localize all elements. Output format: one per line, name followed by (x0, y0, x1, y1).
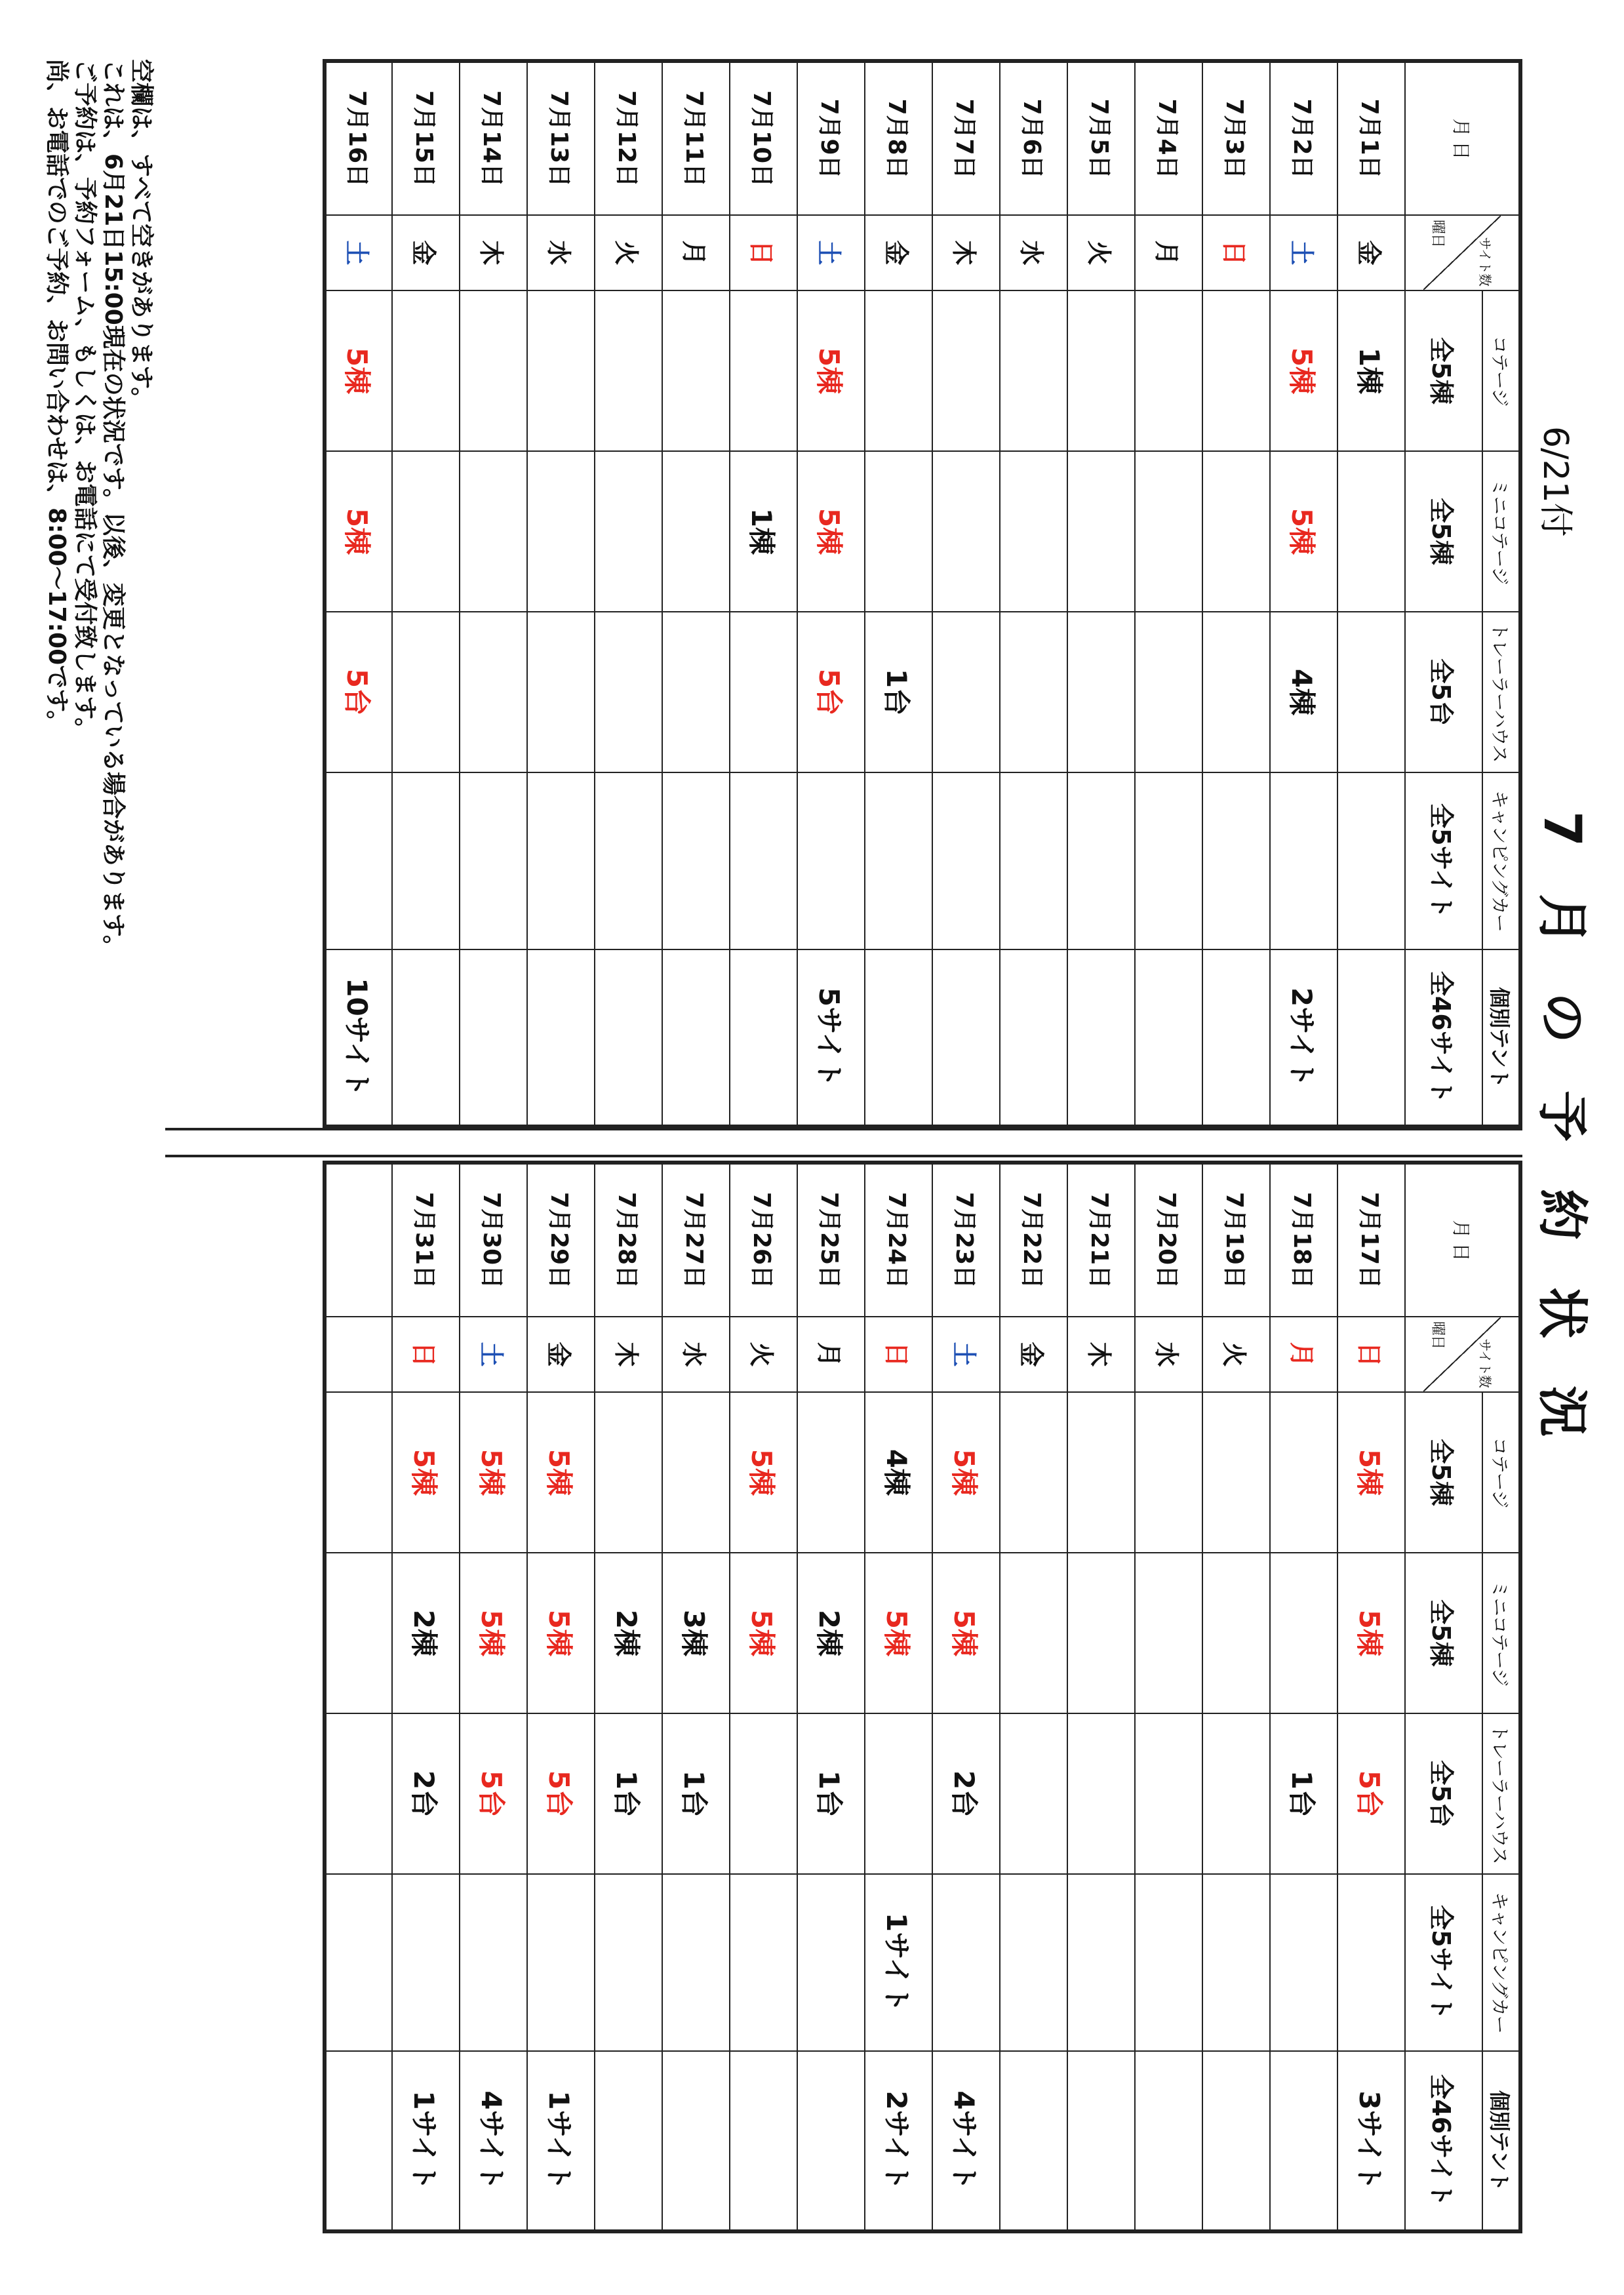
weekday-cell: 火 (595, 215, 662, 290)
weekday-cell: 金 (527, 1317, 595, 1392)
date-cell: 7月15日 (392, 61, 460, 215)
availability-cell-trailer-house: 1台 (797, 1713, 865, 1874)
column-name-mini-cottage: ミニコテージ (1482, 451, 1520, 612)
table-row (730, 61, 797, 1127)
availability-cell-mini-cottage (527, 451, 595, 612)
availability-cell-trailer-house (730, 1713, 797, 1874)
availability-cell-trailer-house (1067, 612, 1135, 772)
weekday-cell: 土 (1270, 215, 1337, 290)
availability-cell-cottage: 5棟 (1270, 290, 1337, 451)
table-row (1135, 61, 1202, 1127)
date-note: 6/21付 (1535, 426, 1575, 537)
availability-cell-tent (730, 949, 797, 1127)
table-row (325, 1163, 392, 2231)
table-row (1067, 1163, 1135, 2231)
availability-cell-camping-car (865, 772, 932, 949)
availability-cell-tent (932, 949, 1000, 1127)
availability-cell-cottage (460, 290, 527, 451)
availability-cell-cottage (595, 290, 662, 451)
weekday-cell: 木 (1067, 1317, 1135, 1392)
date-cell: 7月21日 (1067, 1163, 1135, 1317)
availability-cell-tent (662, 949, 730, 1127)
availability-cell-trailer-house: 5台 (1337, 1713, 1405, 1874)
date-cell: 7月30日 (460, 1163, 527, 1317)
weekday-cell: 日 (1202, 215, 1270, 290)
availability-cell-cottage (392, 290, 460, 451)
weekday-cell: 木 (932, 215, 1000, 290)
availability-cell-cottage (1202, 1392, 1270, 1553)
date-cell: 7月13日 (527, 61, 595, 215)
site-count-label: サイト数 (1477, 1338, 1493, 1387)
availability-cell-camping-car (730, 772, 797, 949)
availability-cell-camping-car (1337, 772, 1405, 949)
availability-cell-mini-cottage (1202, 1553, 1270, 1713)
availability-cell-trailer-house (325, 1713, 392, 1874)
availability-cell-tent (325, 2051, 392, 2231)
table-row (865, 61, 932, 1127)
availability-cell-mini-cottage: 2棟 (797, 1553, 865, 1713)
availability-cell-tent (1000, 2051, 1067, 2231)
availability-cell-camping-car (1135, 772, 1202, 949)
availability-cell-camping-car (1202, 772, 1270, 949)
weekday-cell: 月 (797, 1317, 865, 1392)
right-table-body (325, 1163, 1405, 2231)
column-total-camping-car: 全5サイト (1405, 772, 1482, 949)
weekday-label: 曜日 (1429, 220, 1446, 248)
date-cell: 7月27日 (662, 1163, 730, 1317)
footnote-line: 空欄は、すべて空きがあります。 (128, 59, 155, 411)
availability-cell-cottage (865, 290, 932, 451)
availability-cell-trailer-house (527, 612, 595, 772)
availability-cell-cottage: 5棟 (460, 1392, 527, 1553)
weekday-cell: 月 (1135, 215, 1202, 290)
availability-cell-trailer-house (392, 612, 460, 772)
availability-cell-camping-car (392, 772, 460, 949)
weekday-cell: 水 (527, 215, 595, 290)
availability-cell-camping-car (797, 772, 865, 949)
availability-cell-trailer-house (865, 1713, 932, 1874)
column-name-tent: 個別テント (1482, 949, 1520, 1127)
availability-cell-mini-cottage: 5棟 (932, 1553, 1000, 1713)
date-cell (325, 1163, 392, 1317)
availability-cell-mini-cottage (1337, 451, 1405, 612)
availability-cell-trailer-house (595, 612, 662, 772)
weekday-cell: 日 (392, 1317, 460, 1392)
availability-cell-tent (865, 949, 932, 1127)
table-row (932, 61, 1000, 1127)
table-row (1202, 1163, 1270, 2231)
table-row (325, 61, 392, 1127)
table-row (662, 61, 730, 1127)
availability-cell-camping-car (595, 1874, 662, 2051)
date-cell: 7月31日 (392, 1163, 460, 1317)
availability-cell-tent: 2サイト (865, 2051, 932, 2231)
date-cell: 7月26日 (730, 1163, 797, 1317)
availability-cell-tent (392, 949, 460, 1127)
availability-cell-mini-cottage (1135, 1553, 1202, 1713)
availability-cell-mini-cottage (865, 451, 932, 612)
availability-cell-camping-car (1202, 1874, 1270, 2051)
date-cell: 7月3日 (1202, 61, 1270, 215)
footnote-line: 尚、お電話でのご予約、お問い合わせは、8:00〜17:00です。 (43, 59, 70, 734)
availability-cell-cottage (325, 1392, 392, 1553)
availability-cell-camping-car (1270, 1874, 1337, 2051)
availability-cell-cottage: 5棟 (1337, 1392, 1405, 1553)
availability-cell-tent (1270, 2051, 1337, 2231)
site-weekday-header (1405, 1317, 1520, 1392)
weekday-cell: 金 (1000, 1317, 1067, 1392)
availability-cell-cottage: 5棟 (325, 290, 392, 451)
date-cell: 7月8日 (865, 61, 932, 215)
date-cell: 7月2日 (1270, 61, 1337, 215)
availability-cell-camping-car (1000, 1874, 1067, 2051)
availability-cell-trailer-house: 5台 (527, 1713, 595, 1874)
availability-cell-cottage: 5棟 (730, 1392, 797, 1553)
date-cell: 7月29日 (527, 1163, 595, 1317)
availability-cell-tent (460, 949, 527, 1127)
table-row (1270, 61, 1337, 1127)
availability-cell-camping-car (527, 772, 595, 949)
availability-cell-trailer-house: 5台 (797, 612, 865, 772)
table-row (1270, 1163, 1337, 2231)
availability-cell-trailer-house: 1台 (865, 612, 932, 772)
weekday-cell: 木 (595, 1317, 662, 1392)
availability-cell-mini-cottage: 5棟 (460, 1553, 527, 1713)
column-total-tent: 全46サイト (1405, 2051, 1482, 2231)
availability-cell-trailer-house: 2台 (392, 1713, 460, 1874)
availability-cell-tent (730, 2051, 797, 2231)
column-name-tent: 個別テント (1482, 2051, 1520, 2231)
availability-cell-mini-cottage (325, 1553, 392, 1713)
table-row (1067, 61, 1135, 1127)
availability-cell-tent (1337, 949, 1405, 1127)
column-name-camping-car: キャンピングカー (1482, 772, 1520, 949)
weekday-cell: 土 (460, 1317, 527, 1392)
availability-cell-cottage (1000, 290, 1067, 451)
date-cell: 7月12日 (595, 61, 662, 215)
availability-cell-mini-cottage: 5棟 (325, 451, 392, 612)
availability-cell-trailer-house (460, 612, 527, 772)
availability-cell-mini-cottage (460, 451, 527, 612)
availability-cell-tent (797, 2051, 865, 2231)
column-total-trailer-house: 全5台 (1405, 612, 1482, 772)
availability-cell-tent (527, 949, 595, 1127)
page-title: 7月の予約状況 (1532, 810, 1591, 1485)
footnote-line: これは、6月21日15:00現在の状況です。以後、変更となっている場合があります。 (100, 59, 127, 959)
availability-cell-mini-cottage: 5棟 (527, 1553, 595, 1713)
date-cell: 7月28日 (595, 1163, 662, 1317)
availability-cell-trailer-house (662, 612, 730, 772)
availability-cell-camping-car (932, 772, 1000, 949)
availability-cell-cottage (730, 290, 797, 451)
table-divider (165, 1128, 1522, 1157)
availability-cell-mini-cottage: 5棟 (1337, 1553, 1405, 1713)
availability-cell-tent (1067, 949, 1135, 1127)
availability-cell-camping-car (595, 772, 662, 949)
left-reservation-table (323, 59, 1522, 1128)
availability-cell-trailer-house (1337, 612, 1405, 772)
weekday-cell: 水 (1135, 1317, 1202, 1392)
table-row (1337, 1163, 1405, 2231)
availability-cell-camping-car (460, 772, 527, 949)
column-total-mini-cottage: 全5棟 (1405, 451, 1482, 612)
availability-cell-cottage (1067, 290, 1135, 451)
date-cell: 7月16日 (325, 61, 392, 215)
date-cell: 7月5日 (1067, 61, 1135, 215)
availability-cell-tent: 4サイト (460, 2051, 527, 2231)
table-row (460, 1163, 527, 2231)
availability-cell-mini-cottage (662, 451, 730, 612)
table-row (797, 1163, 865, 2231)
date-cell: 7月23日 (932, 1163, 1000, 1317)
availability-cell-cottage (662, 290, 730, 451)
availability-cell-mini-cottage: 2棟 (595, 1553, 662, 1713)
availability-cell-cottage: 5棟 (932, 1392, 1000, 1553)
availability-cell-cottage: 4棟 (865, 1392, 932, 1553)
availability-cell-mini-cottage: 5棟 (1270, 451, 1337, 612)
availability-cell-trailer-house: 4棟 (1270, 612, 1337, 772)
table-row (527, 61, 595, 1127)
date-cell: 7月17日 (1337, 1163, 1405, 1317)
availability-cell-cottage (1202, 290, 1270, 451)
availability-cell-camping-car (1135, 1874, 1202, 2051)
availability-cell-mini-cottage (595, 451, 662, 612)
availability-cell-camping-car (932, 1874, 1000, 2051)
table-row (1202, 61, 1270, 1127)
date-cell: 7月25日 (797, 1163, 865, 1317)
availability-cell-camping-car (1270, 772, 1337, 949)
availability-cell-trailer-house: 1台 (1270, 1713, 1337, 1874)
weekday-cell (325, 1317, 392, 1392)
availability-cell-camping-car (1337, 1874, 1405, 2051)
column-name-trailer-house: トレーラーハウス (1482, 612, 1520, 772)
availability-cell-mini-cottage (392, 451, 460, 612)
table-row (1337, 61, 1405, 1127)
availability-cell-trailer-house (1067, 1713, 1135, 1874)
weekday-cell: 日 (865, 1317, 932, 1392)
availability-cell-trailer-house (1135, 1713, 1202, 1874)
availability-cell-cottage (527, 290, 595, 451)
availability-cell-camping-car (797, 1874, 865, 2051)
availability-cell-tent (1202, 2051, 1270, 2231)
availability-cell-cottage (595, 1392, 662, 1553)
availability-cell-trailer-house (1135, 612, 1202, 772)
availability-cell-mini-cottage: 5棟 (797, 451, 865, 612)
availability-cell-trailer-house: 1台 (595, 1713, 662, 1874)
availability-cell-mini-cottage: 2棟 (392, 1553, 460, 1713)
date-cell: 7月11日 (662, 61, 730, 215)
table-row (865, 1163, 932, 2231)
availability-cell-cottage (1067, 1392, 1135, 1553)
column-total-trailer-house: 全5台 (1405, 1713, 1482, 1874)
weekday-cell: 月 (1270, 1317, 1337, 1392)
right-reservation-table (323, 1161, 1522, 2233)
availability-cell-tent: 5サイト (797, 949, 865, 1127)
availability-cell-tent (662, 2051, 730, 2231)
weekday-cell: 金 (865, 215, 932, 290)
availability-cell-mini-cottage: 1棟 (730, 451, 797, 612)
availability-cell-mini-cottage: 3棟 (662, 1553, 730, 1713)
availability-cell-trailer-house: 2台 (932, 1713, 1000, 1874)
column-name-cottage: コテージ (1482, 1392, 1520, 1553)
weekday-cell: 火 (730, 1317, 797, 1392)
availability-cell-cottage (1270, 1392, 1337, 1553)
weekday-label: 曜日 (1429, 1321, 1446, 1349)
weekday-cell: 水 (1000, 215, 1067, 290)
date-cell: 7月19日 (1202, 1163, 1270, 1317)
table-row (730, 1163, 797, 2231)
date-cell: 7月22日 (1000, 1163, 1067, 1317)
availability-cell-trailer-house (730, 612, 797, 772)
table-row (797, 61, 865, 1127)
availability-cell-camping-car (730, 1874, 797, 2051)
date-cell: 7月18日 (1270, 1163, 1337, 1317)
availability-cell-camping-car (460, 1874, 527, 2051)
availability-cell-camping-car (1067, 772, 1135, 949)
availability-cell-cottage: 1棟 (1337, 290, 1405, 451)
weekday-cell: 日 (1337, 1317, 1405, 1392)
availability-cell-camping-car (1067, 1874, 1135, 2051)
availability-cell-trailer-house: 5台 (460, 1713, 527, 1874)
availability-cell-camping-car (1000, 772, 1067, 949)
availability-cell-trailer-house (1202, 612, 1270, 772)
availability-cell-tent (1202, 949, 1270, 1127)
table-row (595, 61, 662, 1127)
weekday-cell: 木 (460, 215, 527, 290)
availability-cell-tent: 3サイト (1337, 2051, 1405, 2231)
availability-cell-tent (595, 949, 662, 1127)
month-day-header: 月 日 (1405, 1163, 1520, 1317)
weekday-cell: 火 (1067, 215, 1135, 290)
availability-cell-mini-cottage: 5棟 (865, 1553, 932, 1713)
availability-cell-cottage: 5棟 (527, 1392, 595, 1553)
availability-cell-tent (1135, 2051, 1202, 2231)
availability-cell-tent (1135, 949, 1202, 1127)
availability-cell-mini-cottage (932, 451, 1000, 612)
availability-cell-mini-cottage (1000, 451, 1067, 612)
availability-cell-mini-cottage (1000, 1553, 1067, 1713)
table-row (392, 1163, 460, 2231)
availability-cell-tent (1067, 2051, 1135, 2231)
weekday-cell: 火 (1202, 1317, 1270, 1392)
table-row (460, 61, 527, 1127)
table-row (392, 61, 460, 1127)
availability-cell-cottage (662, 1392, 730, 1553)
column-total-mini-cottage: 全5棟 (1405, 1553, 1482, 1713)
availability-cell-camping-car (662, 1874, 730, 2051)
availability-cell-cottage: 5棟 (797, 290, 865, 451)
weekday-cell: 土 (932, 1317, 1000, 1392)
footnote-line: ご予約は、予約フォーム、もしくは、お電話にて受付致します。 (71, 59, 98, 742)
availability-cell-camping-car (325, 772, 392, 949)
availability-cell-trailer-house (1000, 612, 1067, 772)
date-cell: 7月14日 (460, 61, 527, 215)
table-row (1000, 61, 1067, 1127)
availability-cell-cottage: 5棟 (392, 1392, 460, 1553)
weekday-cell: 金 (392, 215, 460, 290)
weekday-cell: 水 (662, 1317, 730, 1392)
table-row (932, 1163, 1000, 2231)
date-cell: 7月9日 (797, 61, 865, 215)
availability-cell-camping-car (392, 1874, 460, 2051)
column-total-cottage: 全5棟 (1405, 1392, 1482, 1553)
availability-cell-mini-cottage (1067, 451, 1135, 612)
availability-cell-cottage (932, 290, 1000, 451)
table-row (527, 1163, 595, 2231)
weekday-cell: 月 (662, 215, 730, 290)
column-name-mini-cottage: ミニコテージ (1482, 1553, 1520, 1713)
date-cell: 7月7日 (932, 61, 1000, 215)
availability-cell-trailer-house: 1台 (662, 1713, 730, 1874)
availability-cell-trailer-house: 5台 (325, 612, 392, 772)
table-row (1135, 1163, 1202, 2231)
availability-cell-trailer-house (1202, 1713, 1270, 1874)
table-row (595, 1163, 662, 2231)
date-cell: 7月4日 (1135, 61, 1202, 215)
month-day-header: 月 日 (1405, 61, 1520, 215)
availability-cell-camping-car: 1サイト (865, 1874, 932, 2051)
date-cell: 7月6日 (1000, 61, 1067, 215)
availability-cell-cottage (1135, 290, 1202, 451)
availability-cell-tent (595, 2051, 662, 2231)
weekday-cell: 土 (325, 215, 392, 290)
availability-cell-mini-cottage: 5棟 (730, 1553, 797, 1713)
availability-cell-cottage (797, 1392, 865, 1553)
availability-cell-tent: 4サイト (932, 2051, 1000, 2231)
availability-cell-mini-cottage (1270, 1553, 1337, 1713)
availability-cell-tent: 1サイト (392, 2051, 460, 2231)
availability-cell-trailer-house (1000, 1713, 1067, 1874)
column-name-cottage: コテージ (1482, 290, 1520, 451)
availability-cell-camping-car (662, 772, 730, 949)
availability-cell-trailer-house (932, 612, 1000, 772)
availability-cell-tent (1000, 949, 1067, 1127)
table-row (662, 1163, 730, 2231)
availability-cell-camping-car (325, 1874, 392, 2051)
availability-cell-cottage (1000, 1392, 1067, 1553)
availability-cell-cottage (1135, 1392, 1202, 1553)
column-name-camping-car: キャンピングカー (1482, 1874, 1520, 2051)
site-count-label: サイト数 (1477, 237, 1493, 286)
site-weekday-header (1405, 215, 1520, 290)
date-cell: 7月20日 (1135, 1163, 1202, 1317)
availability-cell-mini-cottage (1202, 451, 1270, 612)
footnotes (43, 59, 155, 2249)
column-name-trailer-house: トレーラーハウス (1482, 1713, 1520, 1874)
date-cell: 7月1日 (1337, 61, 1405, 215)
availability-cell-mini-cottage (1135, 451, 1202, 612)
weekday-cell: 土 (797, 215, 865, 290)
column-total-camping-car: 全5サイト (1405, 1874, 1482, 2051)
column-total-tent: 全46サイト (1405, 949, 1482, 1127)
availability-cell-tent: 1サイト (527, 2051, 595, 2231)
availability-cell-tent: 10サイト (325, 949, 392, 1127)
table-row (1000, 1163, 1067, 2231)
date-cell: 7月10日 (730, 61, 797, 215)
availability-cell-camping-car (527, 1874, 595, 2051)
availability-cell-mini-cottage (1067, 1553, 1135, 1713)
column-total-cottage: 全5棟 (1405, 290, 1482, 451)
availability-cell-tent: 2サイト (1270, 949, 1337, 1127)
weekday-cell: 日 (730, 215, 797, 290)
date-cell: 7月24日 (865, 1163, 932, 1317)
weekday-cell: 金 (1337, 215, 1405, 290)
left-table-body (325, 61, 1405, 1127)
